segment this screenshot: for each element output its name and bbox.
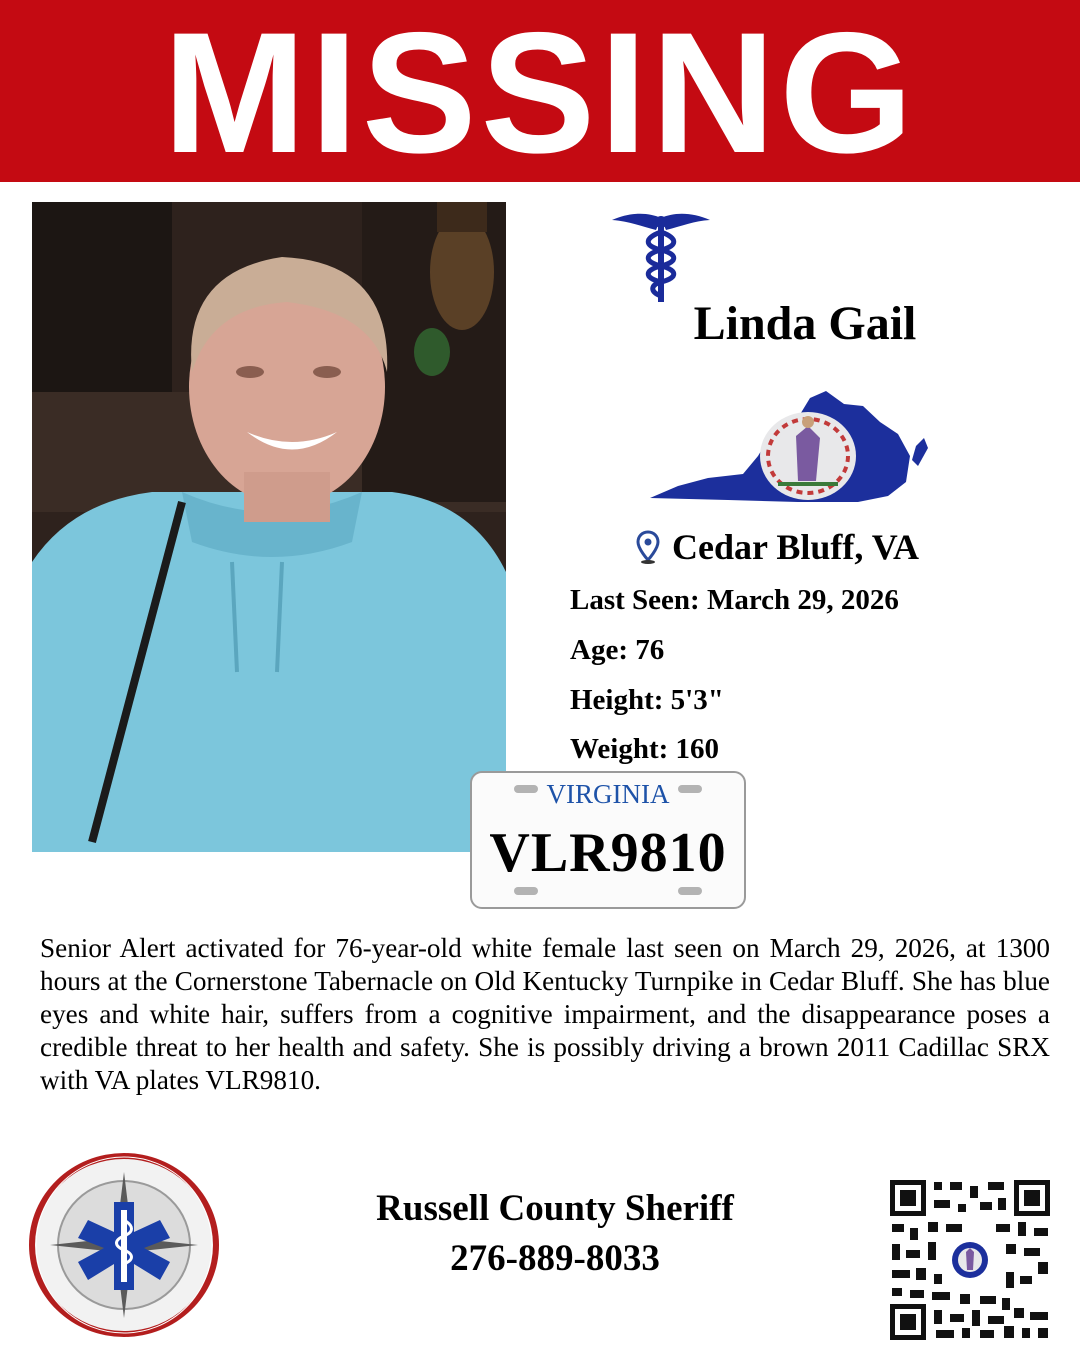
contact-block — [330, 1184, 780, 1284]
plate-slot — [678, 887, 702, 895]
virginia-flag-map — [648, 386, 930, 510]
caduceus-icon — [610, 210, 712, 302]
missing-banner — [0, 0, 1080, 189]
license-plate — [470, 771, 746, 909]
map-pin-icon — [636, 530, 660, 564]
person-name: Linda Gail — [693, 297, 917, 350]
phone-number: 276-889-8033 — [450, 1238, 660, 1279]
plate-slot — [514, 887, 538, 895]
plate-number: VLR9810 — [489, 822, 727, 884]
last-location — [636, 526, 919, 568]
case-description: Senior Alert activated for 76-year-old white female last seen on March 29, 2026, at 1300 hours at the Cornerstone Tabernacle on Old Kentucky Turnpike in Cedar Bluff. She has blue eyes and white hair, suffers from a cognitive impairment, and the disappearance poses a credible threat to her health and safety. She is possibly driving a brown 2011 Cadillac SRX with VA plates VLR9810. — [40, 933, 1050, 1095]
last-seen-date: Last Seen: March 29, 2026 — [570, 584, 899, 616]
agency-name: Russell County Sheriff — [376, 1188, 734, 1229]
weight: Weight: 160 — [570, 733, 720, 765]
qr-code[interactable] — [888, 1178, 1052, 1342]
height: Height: 5'3" — [570, 684, 724, 716]
banner-title: MISSING — [162, 0, 918, 189]
plate-state: VIRGINIA — [546, 779, 670, 809]
person-photo — [32, 202, 506, 852]
location-text: Cedar Bluff, VA — [672, 527, 920, 567]
search-team-emblem — [26, 1150, 222, 1340]
age: Age: 76 — [570, 634, 665, 666]
